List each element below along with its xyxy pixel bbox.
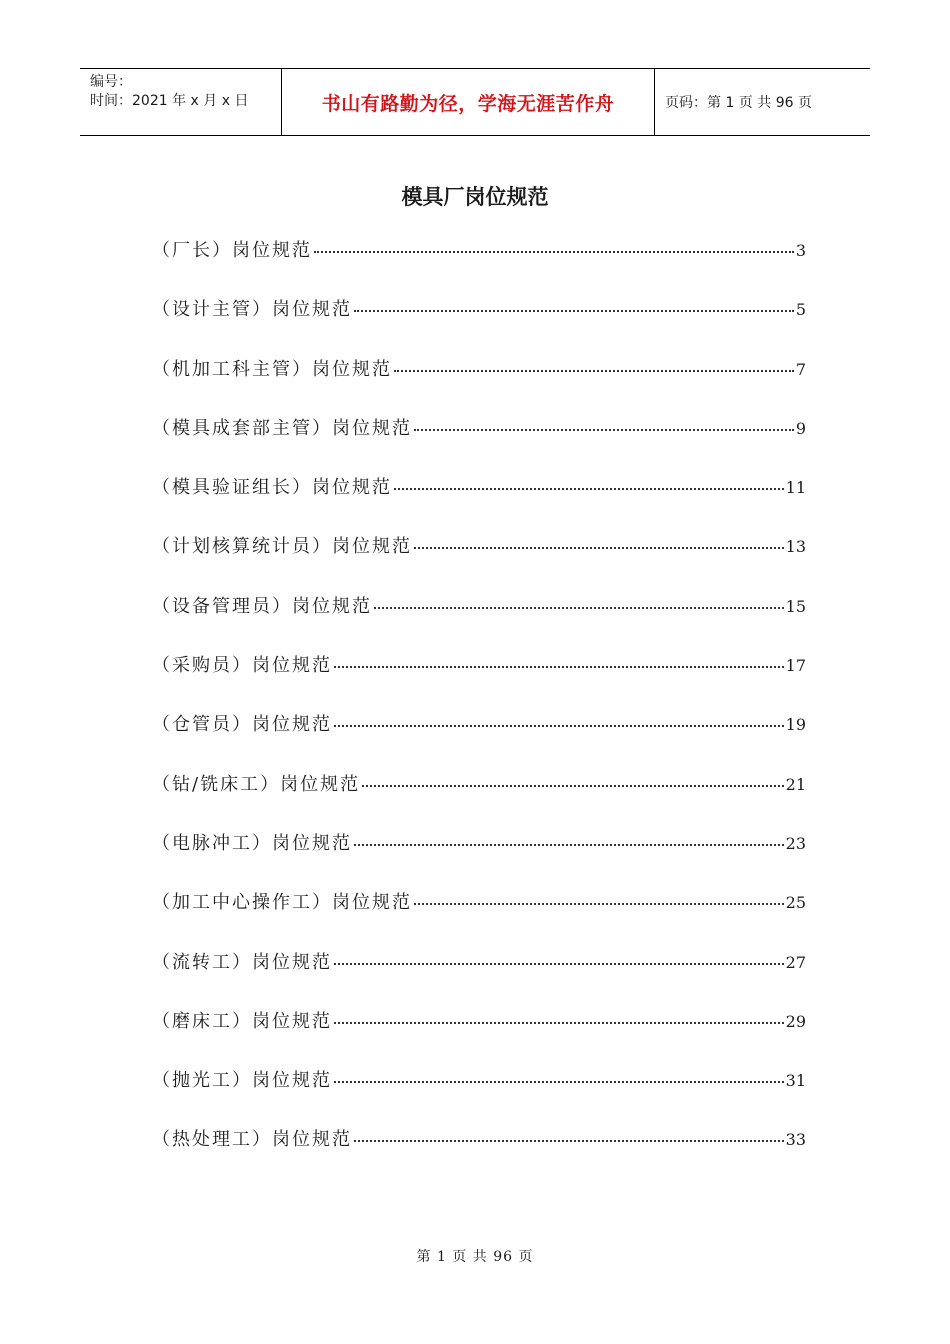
toc-entry[interactable] <box>152 948 806 1007</box>
toc-entry[interactable] <box>152 651 806 710</box>
toc-entry[interactable] <box>152 532 806 591</box>
toc-entry[interactable] <box>152 355 806 414</box>
toc-entry-title: （磨床工）岗位规范 <box>152 1010 332 1032</box>
header-meta <box>80 69 282 135</box>
toc-entry-title: （模具成套部主管）岗位规范 <box>152 417 412 439</box>
toc-entry[interactable] <box>152 592 806 651</box>
toc-dot-leader <box>334 1080 784 1083</box>
toc-entry-title: （设备管理员）岗位规范 <box>152 595 372 617</box>
toc-dot-leader <box>334 1021 784 1024</box>
toc-dot-leader <box>354 843 784 846</box>
toc-dot-leader <box>334 962 784 965</box>
toc-dot-leader <box>394 369 794 372</box>
toc-entry-page: 19 <box>785 715 806 735</box>
toc-dot-leader <box>394 487 784 490</box>
toc-entry-title: （抛光工）岗位规范 <box>152 1070 332 1092</box>
toc-entry[interactable] <box>152 710 806 769</box>
toc-dot-leader <box>362 784 784 787</box>
toc-entry[interactable] <box>152 295 806 354</box>
toc-dot-leader <box>334 724 784 727</box>
toc-dot-leader <box>354 309 794 312</box>
toc-dot-leader <box>414 546 784 549</box>
toc-entry[interactable] <box>152 1066 806 1125</box>
toc-entry-title: （加工中心操作工）岗位规范 <box>152 892 412 914</box>
toc-entry-page: 5 <box>795 300 806 320</box>
toc-entry[interactable] <box>152 236 806 295</box>
toc-entry-title: （计划核算统计员）岗位规范 <box>152 536 412 558</box>
toc-entry-page: 23 <box>785 833 806 853</box>
toc-entry-page: 7 <box>795 359 806 379</box>
toc-entry-page: 11 <box>785 478 806 498</box>
toc-entry[interactable] <box>152 1007 806 1066</box>
toc-dot-leader <box>314 250 794 253</box>
toc-entry-page: 29 <box>785 1011 806 1031</box>
header-page-info: 页码：第 1 页 共 96 页 <box>665 95 812 111</box>
toc-entry-page: 17 <box>785 656 806 676</box>
toc-entry-title: （模具验证组长）岗位规范 <box>152 477 392 499</box>
toc-entry-title: （电脉冲工）岗位规范 <box>152 832 352 854</box>
document-date: 时间：2021 年 x 月 x 日 <box>90 93 249 109</box>
toc-entry-page: 9 <box>795 418 806 438</box>
toc-dot-leader <box>354 1139 784 1142</box>
toc-entry[interactable] <box>152 829 806 888</box>
document-number-label: 编号： <box>90 74 132 90</box>
toc-entry-title: （热处理工）岗位规范 <box>152 1129 352 1151</box>
table-of-contents <box>152 236 806 1185</box>
toc-dot-leader <box>374 606 784 609</box>
toc-entry-title: （钻/铣床工）岗位规范 <box>152 773 361 795</box>
toc-entry-title: （设计主管）岗位规范 <box>152 299 352 321</box>
toc-entry-title: （厂长）岗位规范 <box>152 240 312 261</box>
toc-entry[interactable] <box>152 1125 806 1184</box>
header-motto: 书山有路勤为径，学海无涯苦作舟 <box>282 69 655 135</box>
toc-entry[interactable] <box>152 473 806 532</box>
toc-entry-page: 33 <box>785 1130 806 1150</box>
toc-dot-leader <box>414 428 794 431</box>
toc-entry-title: （采购员）岗位规范 <box>152 655 332 677</box>
document-title: 模具厂岗位规范 <box>401 185 549 209</box>
toc-dot-leader <box>414 902 784 905</box>
toc-entry-page: 31 <box>785 1071 806 1091</box>
page-footer: 第 1 页 共 96 页 <box>416 1249 534 1265</box>
toc-entry[interactable] <box>152 414 806 473</box>
toc-entry-page: 15 <box>785 596 806 616</box>
toc-entry-page: 13 <box>785 537 806 557</box>
toc-entry-page: 27 <box>785 952 806 972</box>
toc-entry[interactable] <box>152 770 806 829</box>
toc-entry-page: 3 <box>795 241 806 260</box>
toc-entry-title: （流转工）岗位规范 <box>152 951 332 973</box>
toc-dot-leader <box>334 665 784 668</box>
toc-entry-page: 25 <box>785 893 806 913</box>
toc-entry-title: （仓管员）岗位规范 <box>152 714 332 736</box>
toc-entry-title: （机加工科主管）岗位规范 <box>152 358 392 380</box>
page-header <box>80 68 870 136</box>
toc-entry[interactable] <box>152 888 806 947</box>
toc-entry-page: 21 <box>785 774 806 794</box>
